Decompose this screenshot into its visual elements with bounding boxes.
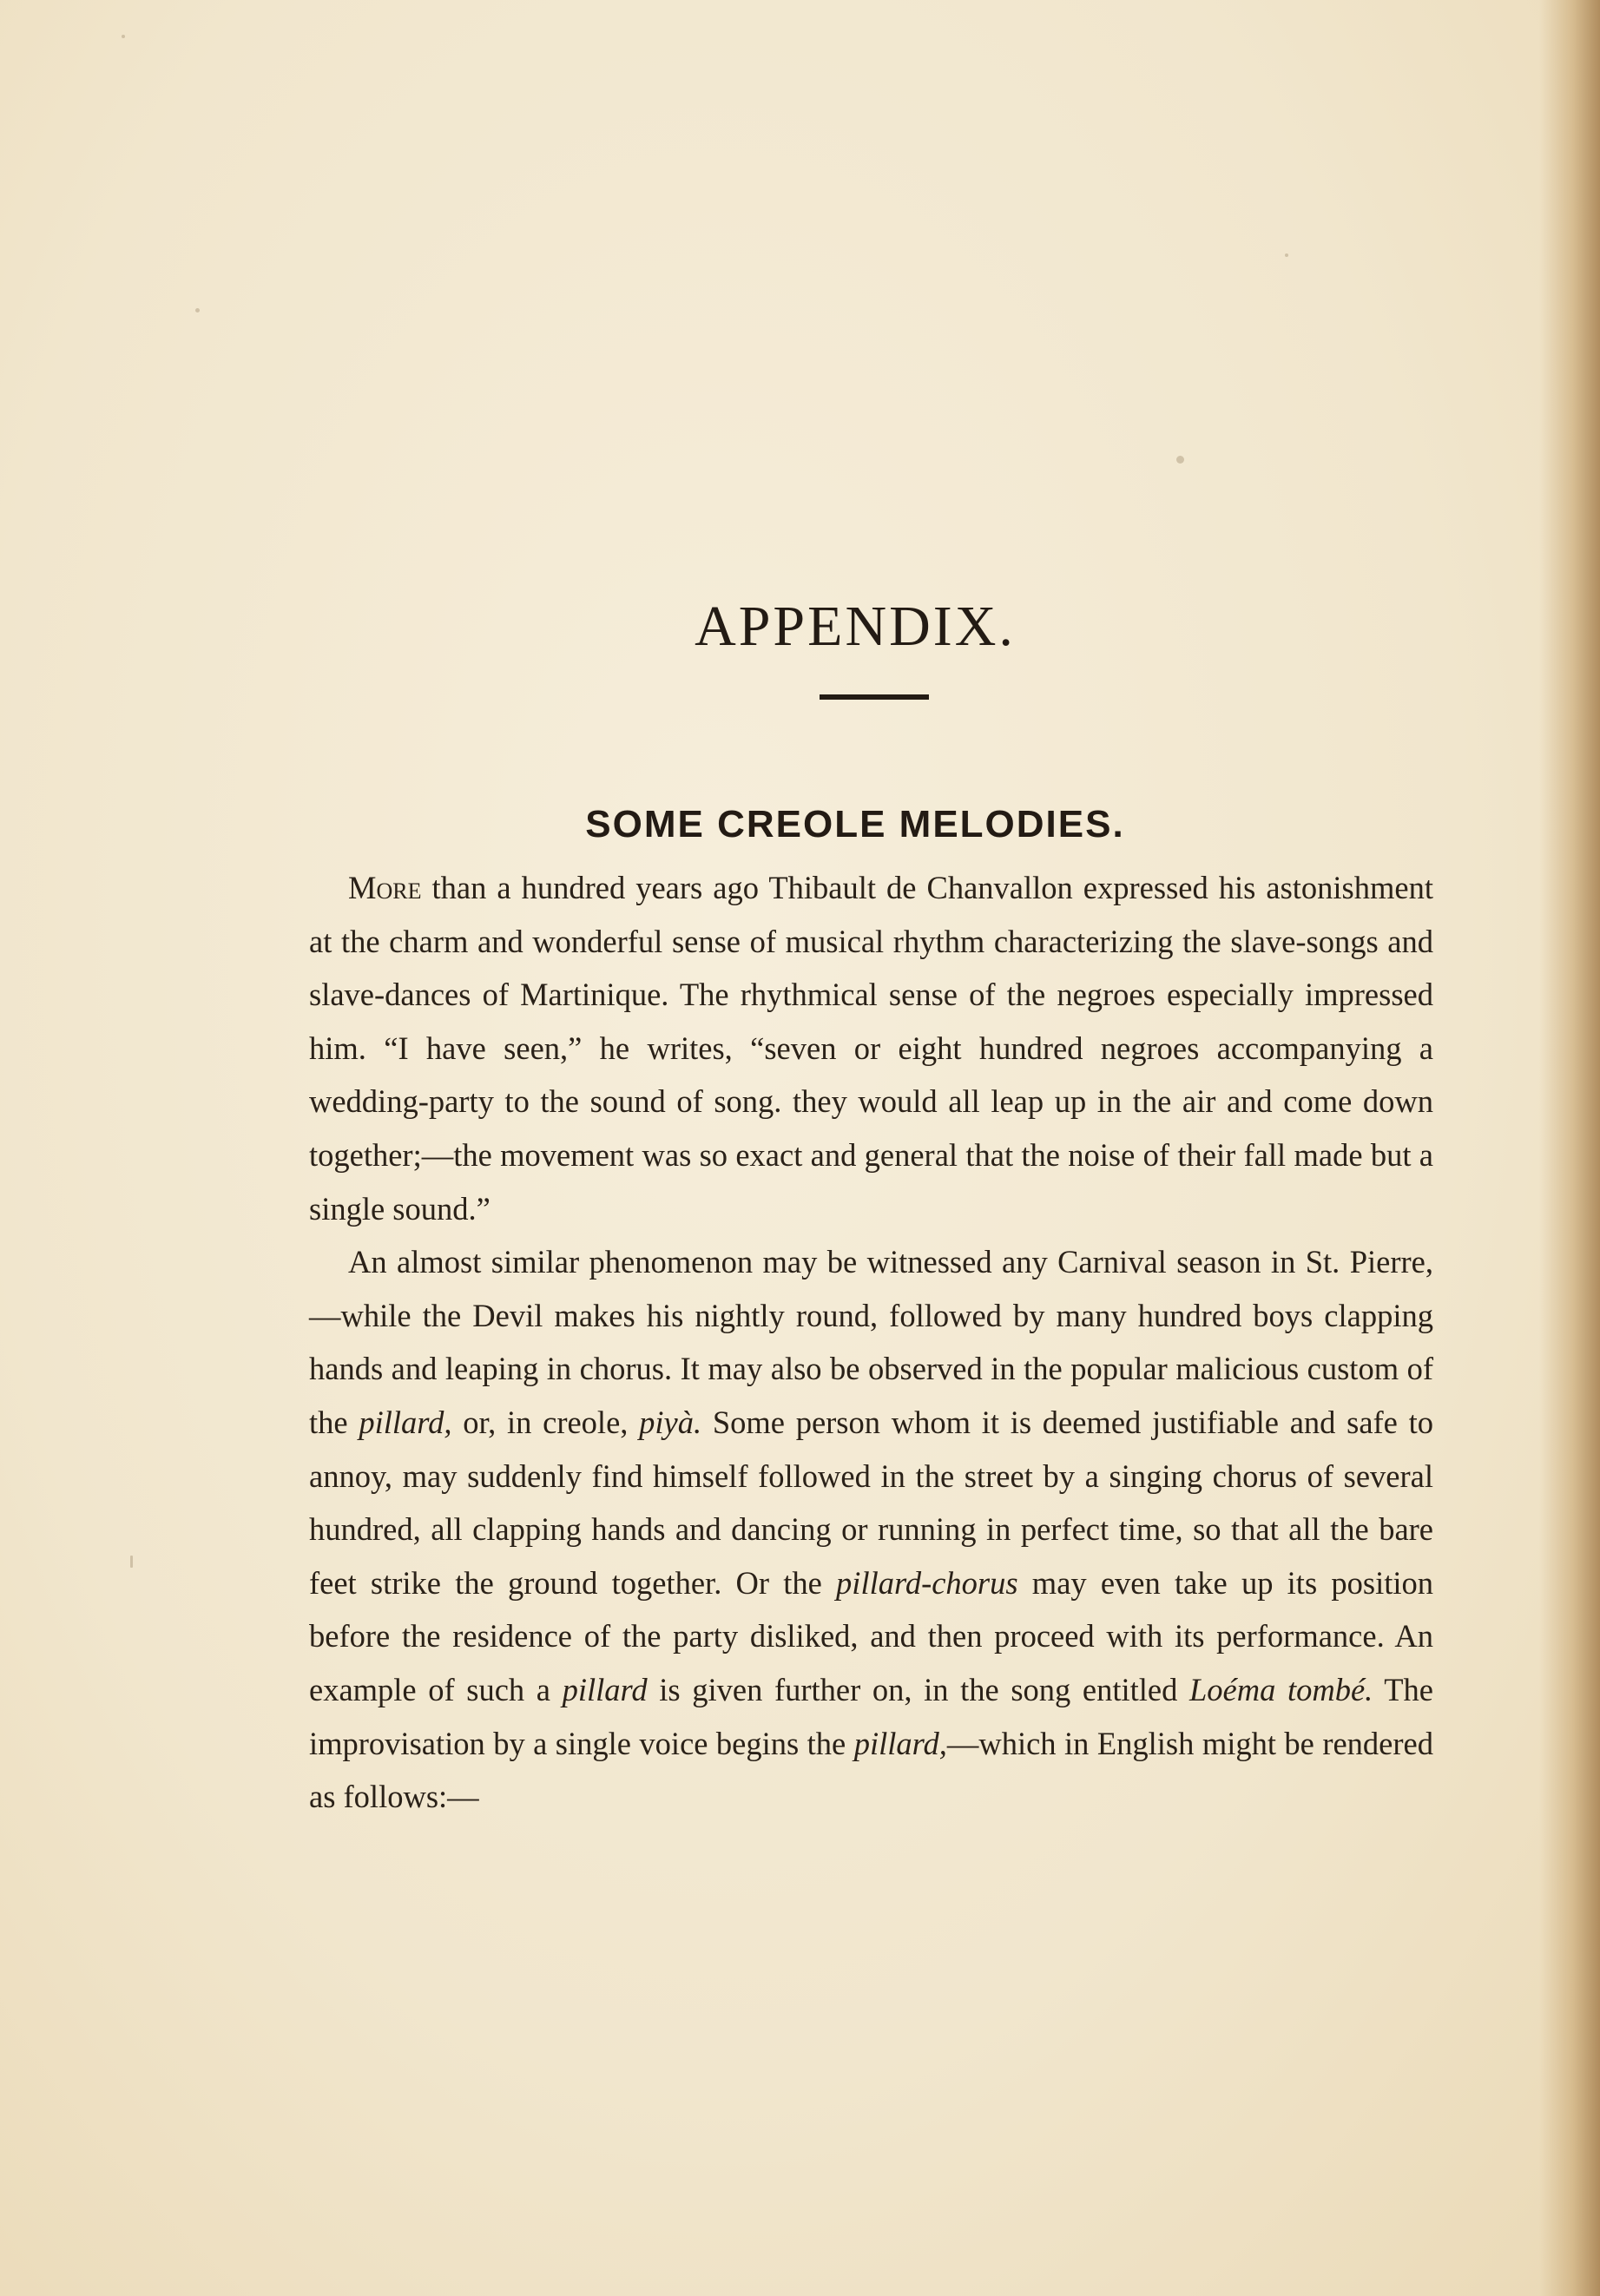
italic-term: piyà. — [639, 1404, 702, 1440]
text-run: Some person whom it is deemed justifiable and safe to annoy, may suddenly find himself followed in the street by a singing chorus of several hundred, all clapping hands and dancing or running in perfect time, so that all the bare feet strike the ground together. Or the — [309, 1404, 1433, 1601]
paper-speck — [1176, 456, 1184, 464]
italic-term: pillard, — [853, 1725, 947, 1761]
page-edge-shadow — [1539, 0, 1600, 2296]
paragraph-1 — [309, 861, 1433, 1235]
paragraph-1-text: than a hundred years ago Thibault de Chanvallon expressed his astonishment at the charm and wonderful sense of musical rhythm characterizing the slave-songs and slave-dances of Martinique. The rhythmical sense of the negroes especially impressed him. “I have seen,” he writes, “seven or eight hundred negroes accompanying a wedding-party to the sound of song. they would all leap up in the air and come down together;—the movement was so exact and general that the noise of their fall made but a single sound.” — [309, 870, 1433, 1227]
title-rule — [820, 694, 929, 700]
italic-term: pillard, — [359, 1404, 452, 1440]
paragraph-2 — [309, 1235, 1433, 1824]
text-run: or, in creole, — [451, 1404, 640, 1440]
lead-word: More — [348, 870, 422, 905]
text-run: An almost similar phenomenon may be witnessed any Carnival season in St. Pierre,—while the Devil makes his nightly round, followed by many hundred boys clapping hands and leaping in chorus. It may also be observed in the popular malicious custom of the — [309, 1244, 1433, 1440]
body-text — [309, 861, 1433, 1824]
paper-speck — [195, 308, 200, 312]
text-run: —which in English might be rendered as follows:— — [309, 1725, 1433, 1815]
page-title: APPENDIX. — [695, 595, 1016, 659]
paper-speck — [1285, 253, 1288, 257]
italic-term: pillard-chorus — [836, 1564, 1018, 1601]
text-run: may even take up its position before the residence of the party disliked, and then proceed with its performance. An example of such a — [309, 1564, 1433, 1707]
text-run: is given further on, in the song entitled — [647, 1671, 1189, 1707]
paper-speck — [130, 1556, 133, 1568]
italic-term: pillard — [562, 1671, 648, 1707]
text-run: The improvisation by a single voice begins the — [309, 1671, 1434, 1761]
italic-title: Loéma tombé. — [1188, 1671, 1373, 1707]
section-subtitle: SOME CREOLE MELODIES. — [585, 802, 1125, 845]
paper-speck — [122, 35, 125, 38]
